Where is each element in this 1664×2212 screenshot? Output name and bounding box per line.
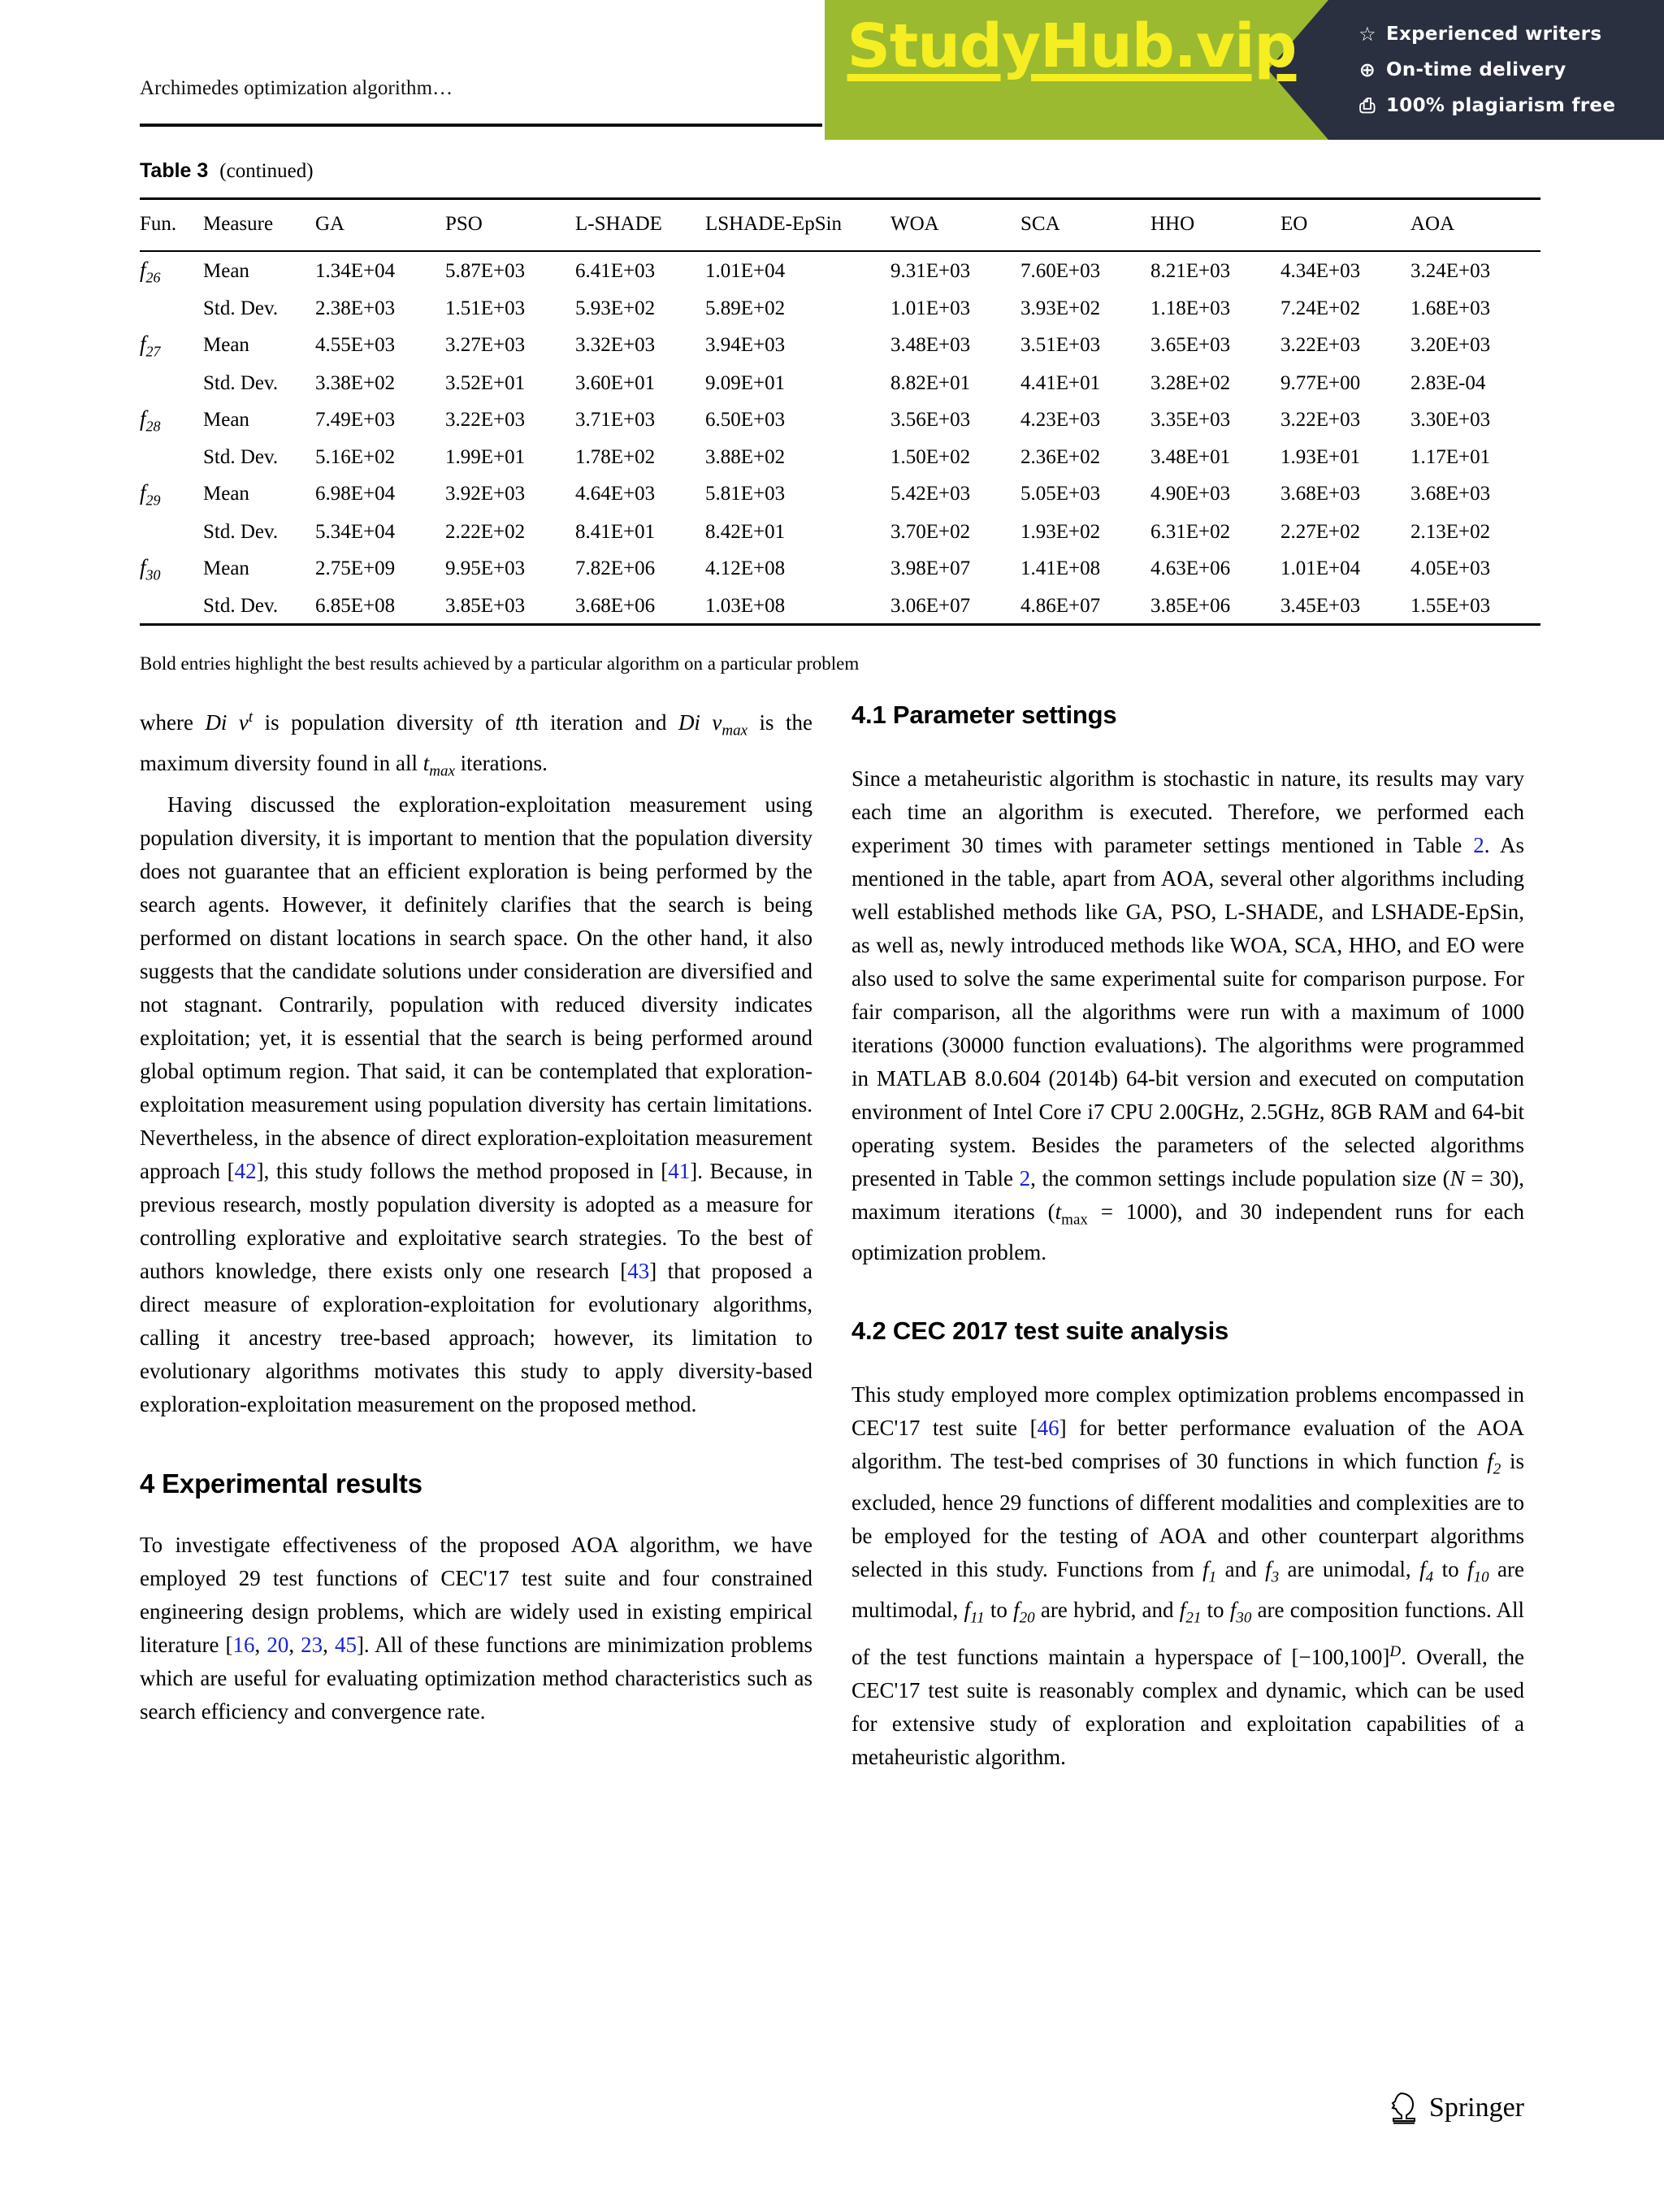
left-column: [140, 700, 812, 1968]
math-f4: $f_4$: [1419, 1556, 1434, 1586]
cell-value: 4.34E+03: [1280, 260, 1361, 282]
text-run: To investigate effectiveness of the proposed AOA algorithm, we have employed 29 test functions of CEC'17 test suite and four constrained engineering design problems, which are widely used in existing empirical literature [: [140, 1532, 812, 1657]
cell-value: 1.34E+04: [315, 260, 396, 282]
table-row: [140, 292, 1540, 326]
col-header-ga: GA: [315, 213, 345, 235]
col-header-lshade: L-SHADE: [575, 213, 662, 235]
cell-value: 5.05E+03: [1020, 483, 1101, 505]
math-tmax: $t_{max}$: [422, 751, 455, 780]
cell-value: 8.82E+01: [890, 371, 971, 394]
body-columns: [140, 700, 1524, 1968]
watermark-feature-list: [1357, 16, 1615, 124]
cell-value: 3.22E+03: [445, 408, 526, 431]
text-run: to: [1433, 1556, 1468, 1581]
cell-value: 1.50E+02: [890, 446, 971, 469]
cell-value: 2.83E-04: [1410, 371, 1486, 394]
table-bottom-rule: [140, 624, 1540, 626]
col-header-woa: WOA: [890, 213, 939, 235]
citation-table-2-a[interactable]: 2: [1473, 833, 1484, 857]
cell-measure: Std. Dev.: [203, 520, 279, 543]
cell-measure: Mean: [203, 408, 249, 431]
math-f21: $f_{21}$: [1179, 1598, 1202, 1627]
cell-function: [140, 589, 203, 625]
paragraph-diversity-discussion: [140, 788, 812, 1421]
cell-value: 6.31E+02: [1150, 520, 1231, 543]
table-header: [140, 199, 1540, 252]
watermark-feature: [1357, 88, 1615, 124]
cell-value: 5.87E+03: [445, 260, 526, 282]
watermark-feature-label: Experienced writers: [1386, 24, 1602, 45]
cell-value: 7.60E+03: [1020, 260, 1101, 282]
publisher-name: Springer: [1428, 2093, 1524, 2123]
text-run: . As mentioned in the table, apart from AOA, several other algorithms including well established methods like GA, PSO, L-SHADE, and LSHADE-EpSin, as well as, newly introduced methods like WOA, SCA, HHO, and EO were also used to solve the same experimental suite for comparison purpose. For fair comparison, all the algorithms were run with a maximum of 1000 iterations (30000 function evaluations). The algorithms were programmed in MATLAB 8.0.604 (2014b) 64-bit version and executed on computation environment of Intel Core i7 CPU 2.00GHz, 2.5GHz, 8GB RAM and 64-bit operating system. Besides the parameters of the selected algorithms presented in Table: [852, 833, 1524, 1191]
cell-value: 3.30E+03: [1410, 408, 1491, 431]
cell-value: 3.51E+03: [1020, 334, 1101, 357]
cell-value: 5.81E+03: [705, 483, 786, 505]
table-row: [140, 366, 1540, 401]
math-f11: $f_{11}$: [964, 1598, 985, 1627]
text-run: are unimodal,: [1279, 1556, 1420, 1581]
text-run: ]. All of these functions are minimization problems which are useful for evaluating optimization method characteristics such as search efficiency and convergence rate.: [140, 1632, 812, 1724]
cell-function: $f_{26}$: [140, 258, 161, 286]
paragraph-cec-suite: [852, 1378, 1524, 1773]
cell-value: 3.71E+03: [575, 408, 656, 431]
running-head-rule: [140, 124, 822, 127]
cell-function: [140, 440, 203, 475]
text-run: is population diversity of: [253, 710, 516, 735]
springer-footer: [1390, 2092, 1524, 2124]
cell-value: 3.22E+03: [1280, 334, 1361, 357]
text-run: and: [1216, 1556, 1266, 1581]
cell-value: 3.24E+03: [1410, 260, 1491, 282]
col-header-pso: PSO: [445, 213, 483, 235]
table-caption: [140, 159, 1524, 183]
cell-function: $f_{29}$: [140, 480, 161, 509]
cell-value: 3.88E+02: [705, 446, 786, 469]
citation-20[interactable]: 20: [266, 1632, 289, 1657]
cell-value: 4.64E+03: [575, 483, 656, 505]
table-note: Bold entries highlight the best results achieved by a particular algorithm on a particular problem: [140, 653, 860, 674]
cell-value: 1.01E+03: [890, 297, 971, 320]
text-run: where: [140, 710, 206, 735]
cell-value: 2.38E+03: [315, 297, 396, 320]
math-f3: $f_3$: [1265, 1556, 1280, 1586]
cell-value: 1.93E+02: [1020, 520, 1101, 543]
col-header-hho: HHO: [1150, 213, 1195, 235]
cell-value: 4.41E+01: [1020, 371, 1101, 394]
running-head: Archimedes optimization algorithm…: [140, 77, 453, 99]
cell-value: 3.56E+03: [890, 408, 971, 431]
cell-function: $f_{28}$: [140, 406, 161, 435]
cell-value: 3.20E+03: [1410, 334, 1491, 357]
citation-table-2-b[interactable]: 2: [1019, 1166, 1031, 1191]
cell-value: 3.92E+03: [445, 483, 526, 505]
cell-value: 3.27E+03: [445, 334, 526, 357]
text-run: are composition functions. All of the test functions maintain a hyperspace of [−100,100]: [852, 1598, 1525, 1669]
cell-value: 6.85E+08: [315, 594, 396, 617]
cell-value: 5.16E+02: [315, 446, 396, 469]
table-header-row: [140, 199, 1540, 252]
cell-value: 6.41E+03: [575, 260, 656, 282]
math-tmax-param: $t_{max}$: [1055, 1199, 1088, 1229]
cell-value: 8.42E+01: [705, 520, 786, 543]
watermark-logo: StudyHub.vip: [847, 11, 1297, 81]
text-run: are hybrid, and: [1034, 1598, 1180, 1623]
cell-value: 3.68E+03: [1410, 483, 1491, 505]
cell-value: 9.31E+03: [890, 260, 971, 282]
cell-value: 1.99E+01: [445, 446, 526, 469]
paragraph-where: [140, 700, 812, 788]
text-run: iterations.: [454, 751, 548, 776]
citation-45[interactable]: 45: [334, 1632, 357, 1657]
cell-value: 3.32E+03: [575, 334, 656, 357]
cell-value: 3.60E+01: [575, 371, 656, 394]
cell-value: 3.68E+03: [1280, 483, 1361, 505]
cell-value: 4.55E+03: [315, 334, 396, 357]
cell-value: 9.95E+03: [445, 557, 526, 579]
cell-value: 6.50E+03: [705, 408, 786, 431]
table-row: [140, 440, 1540, 475]
math-t: t: [515, 710, 522, 735]
cell-function: [140, 366, 203, 401]
cell-value: 9.09E+01: [705, 371, 786, 394]
table-row: [140, 475, 1540, 514]
text-run: , the common settings include population size (: [1030, 1166, 1450, 1191]
cell-value: 3.48E+03: [890, 334, 971, 357]
watermark-feature-label: 100% plagiarism free: [1386, 95, 1616, 116]
section-heading-4-2: 4.2 CEC 2017 test suite analysis: [852, 1316, 1229, 1346]
cell-value: 2.22E+02: [445, 520, 526, 543]
cell-value: 1.68E+03: [1410, 297, 1491, 320]
cell-value: 4.63E+06: [1150, 557, 1231, 579]
cell-value: 3.35E+03: [1150, 408, 1231, 431]
paragraph-parameter-settings: [852, 762, 1524, 1269]
springer-horse-icon: [1390, 2092, 1418, 2124]
text-run: This study employed more complex optimization problems encompassed in CEC'17 test suite [: [852, 1382, 1524, 1441]
cell-value: 3.38E+02: [315, 371, 396, 394]
text-run: = 1000), and 30 independent runs for each optimization problem.: [852, 1199, 1525, 1265]
cell-measure: Mean: [203, 483, 249, 505]
cell-value: 3.70E+02: [890, 520, 971, 543]
cell-measure: Std. Dev.: [203, 297, 279, 320]
table-row: [140, 515, 1540, 549]
cell-value: 3.06E+07: [890, 594, 971, 617]
right-column: [852, 700, 1524, 1968]
col-header-fun: Fun.: [140, 213, 177, 235]
citation-23[interactable]: 23: [301, 1632, 323, 1657]
math-f30: $f_{30}$: [1229, 1598, 1252, 1627]
cell-value: 8.41E+01: [575, 520, 656, 543]
text-run: to: [984, 1598, 1014, 1623]
math-f2: $f_2$: [1487, 1449, 1502, 1478]
cell-measure: Std. Dev.: [203, 371, 279, 394]
cell-value: 9.77E+00: [1280, 371, 1361, 394]
section-heading-4-1: 4.1 Parameter settings: [852, 700, 1117, 729]
table-label: Table 3: [140, 159, 209, 182]
cell-measure: Std. Dev.: [203, 446, 279, 469]
text-run: ]. Because, in previous research, mostly population diversity is adopted as a measure for controlling explorative and exploitative search strategies. To the best of authors knowledge, there exists only one research [: [140, 1158, 812, 1283]
cell-value: 5.34E+04: [315, 520, 396, 543]
text-run: Since a metaheuristic algorithm is stochastic in nature, its results may vary each time an algorithm is executed. Therefore, we performed each experiment 30 times with parameter settings mentioned in Table: [852, 766, 1524, 857]
watermark-feature: [1357, 16, 1615, 52]
text-run: are multimodal,: [852, 1556, 1524, 1623]
cell-value: 2.27E+02: [1280, 520, 1361, 543]
math-f10: $f_{10}$: [1467, 1556, 1489, 1586]
cell-measure: Mean: [203, 334, 249, 357]
cell-value: 1.17E+01: [1410, 446, 1491, 469]
document-icon: ⎙: [1359, 94, 1376, 117]
cell-value: 3.28E+02: [1150, 371, 1231, 394]
cell-measure: Std. Dev.: [203, 594, 279, 617]
cell-value: 1.41E+08: [1020, 557, 1101, 579]
cell-value: 3.48E+01: [1150, 446, 1231, 469]
table-row: [140, 589, 1540, 625]
col-header-measure: Measure: [203, 213, 274, 235]
citation-43[interactable]: 43: [627, 1258, 650, 1283]
table-3-block: [140, 159, 1524, 674]
cell-value: 1.01E+04: [1280, 557, 1361, 579]
cell-value: 5.42E+03: [890, 483, 971, 505]
cell-value: 1.51E+03: [445, 297, 526, 320]
cell-value: 1.78E+02: [575, 446, 656, 469]
cell-value: 3.85E+06: [1150, 594, 1231, 617]
cell-function: [140, 515, 203, 549]
col-header-aoa: AOA: [1410, 213, 1455, 235]
cell-value: 7.82E+06: [575, 557, 656, 579]
cell-value: 4.12E+08: [705, 557, 786, 579]
cell-value: 2.36E+02: [1020, 446, 1101, 469]
math-f20: $f_{20}$: [1013, 1598, 1035, 1627]
cell-value: 7.49E+03: [315, 408, 396, 431]
text-run: is the maximum diversity found in all: [140, 710, 813, 776]
star-icon: ☆: [1358, 23, 1376, 46]
cell-value: 1.03E+08: [705, 594, 786, 617]
cell-value: 2.13E+02: [1410, 520, 1491, 543]
cell-function: $f_{30}$: [140, 554, 161, 583]
cell-value: 1.55E+03: [1410, 594, 1491, 617]
cell-value: 4.90E+03: [1150, 483, 1231, 505]
cell-measure: Mean: [203, 260, 249, 282]
citation-41[interactable]: 41: [668, 1158, 691, 1183]
cell-value: 1.01E+04: [705, 260, 786, 282]
text-run: is excluded, hence 29 functions of different modalities and complexities are to be employed for the testing of AOA and other counterpart algorithms selected in this study. Functions from: [852, 1449, 1525, 1581]
cell-function: [140, 292, 203, 326]
citation-42[interactable]: 42: [234, 1158, 257, 1183]
text-run: to: [1201, 1598, 1230, 1623]
cell-value: 3.45E+03: [1280, 594, 1361, 617]
text-run: ], this study follows the method proposed in [: [256, 1158, 669, 1183]
paragraph-experimental-intro: To investigate effectiveness of the proposed AOA algorithm, we have employed 29 test functions of CEC'17 test suite and four constrained engineering design problems, which are widely used in existing empirical literature [16, 20, 23, 45]. All of these functions are minimization problems which are useful for evaluating optimization method characteristics such as search efficiency and convergence rate.: [140, 1532, 812, 1724]
cell-value: 3.52E+01: [445, 371, 526, 394]
text-run: = 30), maximum iterations (: [852, 1166, 1525, 1224]
cell-measure: Mean: [203, 557, 249, 579]
results-table: [140, 197, 1540, 626]
cell-value: 5.89E+02: [705, 297, 786, 320]
cell-value: 3.68E+06: [575, 594, 656, 617]
table-row: [140, 401, 1540, 440]
col-header-sca: SCA: [1020, 213, 1060, 235]
table-row: [140, 549, 1540, 589]
cell-value: 5.93E+02: [575, 297, 656, 320]
citation-16[interactable]: 16: [232, 1632, 255, 1657]
text-run: Having discussed the exploration-exploitation measurement using population diversity, it is important to mention that the population diversity does not guarantee that an efficient exploration is being performed by the search agents. However, it definitely clarifies that the search is being performed on distant locations in search space. On the other hand, it also suggests that the candidate solutions under consideration are diversified and not stagnant. Contrarily, population with reduced diversity indicates exploitation; yet, it is essential that the search is being performed around global optimum region. That said, it can be contemplated that exploration-exploitation measurement using population diversity has certain limitations. Nevertheless, in the absence of direct exploration-exploitation measurement approach [: [140, 792, 812, 1183]
math-div-max: Di $v_{max}$: [678, 710, 748, 740]
cell-value: 6.98E+04: [315, 483, 396, 505]
math-div-t: Di $v^t$: [205, 709, 254, 735]
cell-value: 3.98E+07: [890, 557, 971, 579]
clock-icon: ⊕: [1358, 59, 1376, 81]
cell-value: 8.21E+03: [1150, 260, 1231, 282]
math-f1: $f_1$: [1202, 1556, 1217, 1586]
text-run: . Overall, the CEC'17 test suite is reasonably complex and dynamic, which can be used for extensive study of exploration and exploitation capabilities of a metaheuristic algorithm.: [852, 1644, 1524, 1769]
cell-value: 2.75E+09: [315, 557, 396, 579]
cell-value: 3.94E+03: [705, 334, 786, 357]
cell-value: 3.22E+03: [1280, 408, 1361, 431]
cell-value: 4.86E+07: [1020, 594, 1101, 617]
text-run: ] for better performance evaluation of the AOA algorithm. The test-bed comprises of 30 functions in which function: [852, 1416, 1524, 1474]
math-hyperspace-D: D: [1389, 1642, 1402, 1660]
cell-value: 1.18E+03: [1150, 297, 1231, 320]
table-row: [140, 251, 1540, 292]
cell-value: 3.65E+03: [1150, 334, 1231, 357]
col-header-lshade-epsin: LSHADE-EpSin: [705, 213, 843, 235]
table-continued: (continued): [219, 160, 314, 182]
text-run: th iteration and: [521, 710, 678, 735]
math-N: N: [1450, 1166, 1465, 1191]
table-row: [140, 326, 1540, 366]
text-run: ] that proposed a direct measure of exploration-exploitation for evolutionary algorithms, calling it ancestry tree-based approach; however, its limitation to evolutionary algorithms motivates this study to apply diversity-based exploration-exploitation measurement on the proposed method.: [140, 1258, 812, 1416]
cell-value: 1.93E+01: [1280, 446, 1361, 469]
cell-function: $f_{27}$: [140, 332, 161, 360]
section-heading-4: 4 Experimental results: [140, 1468, 422, 1499]
watermark-feature-label: On-time delivery: [1386, 59, 1566, 80]
cell-value: 3.93E+02: [1020, 297, 1101, 320]
cell-value: 7.24E+02: [1280, 297, 1361, 320]
citation-46[interactable]: 46: [1037, 1416, 1060, 1441]
col-header-eo: EO: [1280, 213, 1308, 235]
watermark-feature: [1357, 52, 1615, 88]
cell-value: 4.05E+03: [1410, 557, 1491, 579]
table-body: [140, 251, 1540, 626]
cell-value: 4.23E+03: [1020, 408, 1101, 431]
watermark-banner: [825, 0, 1664, 140]
cell-value: 3.85E+03: [445, 594, 526, 617]
